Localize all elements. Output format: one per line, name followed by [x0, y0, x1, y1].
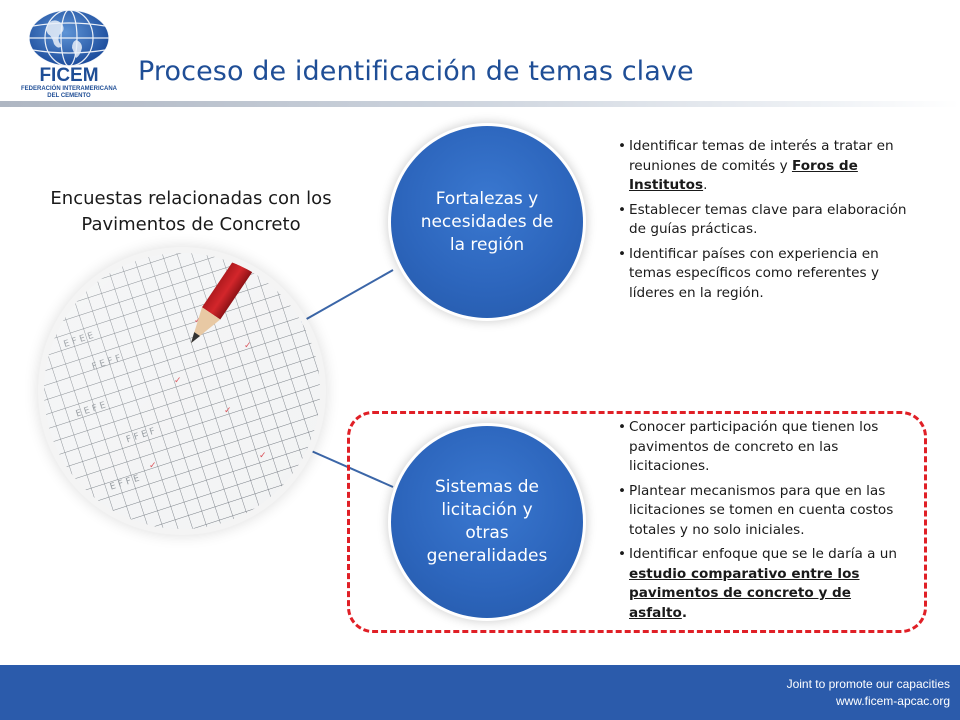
node-circle-sistemas [391, 426, 583, 618]
node-label: Fortalezas y necesidades de la región [420, 188, 554, 255]
connector-line-top [296, 270, 393, 325]
survey-pencil-image [44, 253, 320, 529]
list-item: • Plantear mecanismos para que en las licitaciones se tomen en cuenta costos totales y no solo iniciales. [618, 482, 908, 541]
list-item: • Identificar países con experiencia en temas específicos como referentes y líderes en la región. [618, 245, 908, 304]
logo-subtitle-2: DEL CEMENTO [47, 93, 91, 98]
left-caption: Encuestas relacionadas con los Pavimentos de Concreto [50, 188, 332, 235]
list-item: • Identificar enfoque que se le daría a un estudio comparativo entre los pavimentos de concreto y de asfalto. [618, 545, 908, 623]
footer-bar [0, 665, 960, 720]
node-label: Sistemas de licitación y otras generalidades [426, 477, 548, 566]
list-item: • Conocer participación que tienen los pavimentos de concreto en las licitaciones. [618, 418, 908, 477]
footer-tagline: Joint to promote our capacities [786, 677, 950, 691]
bullet-list-fortalezas [618, 137, 908, 308]
list-item: • Identificar temas de interés a tratar en reuniones de comités y Foros de Institutos. [618, 137, 908, 196]
bullet-list-sistemas [618, 418, 908, 628]
logo-subtitle-1: FEDERACIÓN INTERAMERICANA [21, 86, 117, 92]
footer-url: www.ficem-apcac.org [835, 694, 950, 708]
page-title: Proceso de identificación de temas clave [138, 56, 694, 87]
emphasis-estudio-comparativo: estudio comparativo entre los pavimentos de concreto y de asfalto [629, 565, 860, 621]
logo-wordmark: FICEM [39, 65, 99, 86]
node-circle-fortalezas [391, 126, 583, 318]
list-item: • Establecer temas clave para elaboración de guías prácticas. [618, 201, 908, 240]
link-foros-de-institutos: Foros de Institutos [629, 157, 858, 193]
